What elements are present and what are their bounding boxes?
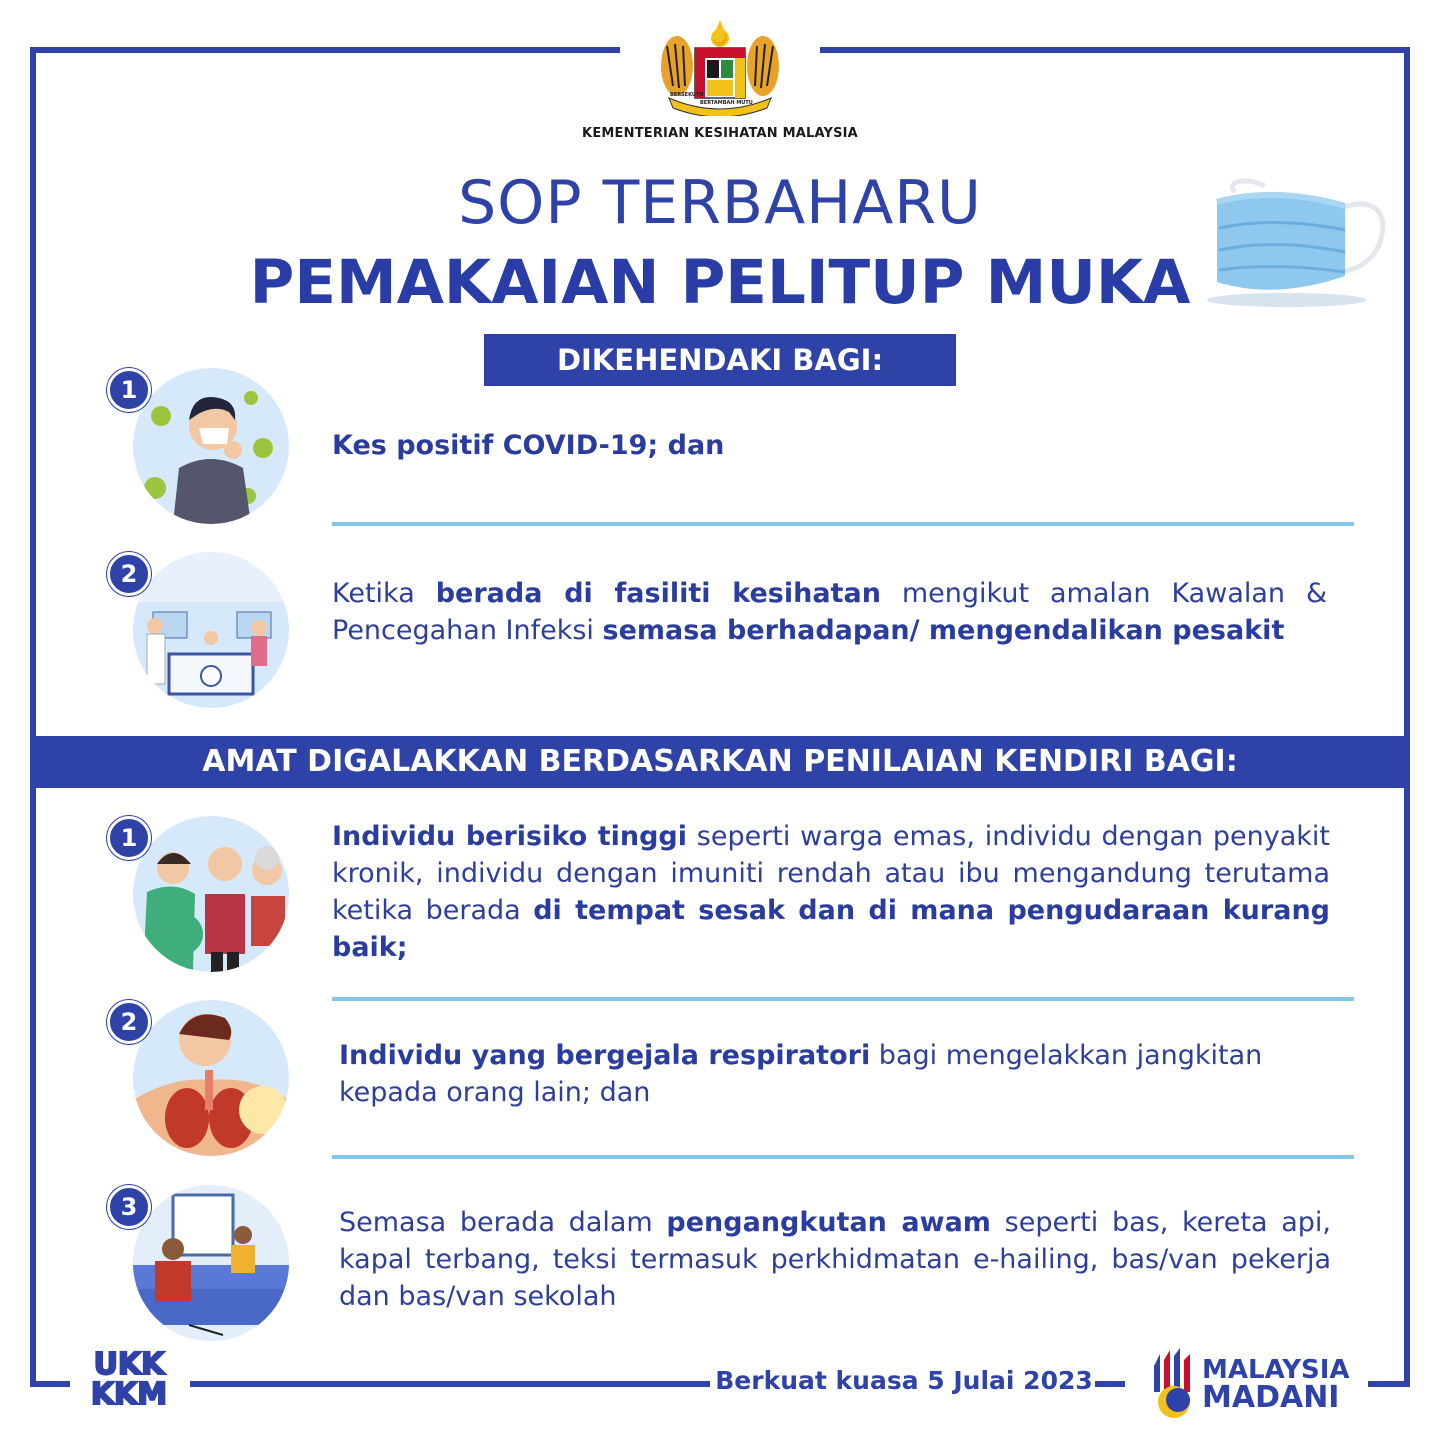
frame-top-right: [820, 47, 1410, 53]
text-bold: semasa berhadapan/ mengendalikan pesakit: [602, 615, 1285, 646]
divider: [332, 1155, 1354, 1159]
text-regular: bagi mengelakkan jangkitan kepada orang lain; dan: [339, 1040, 1263, 1108]
ukk-logo-line2: KKM: [90, 1377, 168, 1412]
item-number-badge: 3: [107, 1185, 151, 1229]
ministry-name: KEMENTERIAN KESIHATAN MALAYSIA: [582, 126, 858, 141]
crest-motto-right: BERTAMBAH MUTU: [700, 100, 753, 106]
item-number-badge: 2: [107, 552, 151, 596]
illustration-transport: [133, 1185, 289, 1341]
section1-item1-text: [332, 427, 1327, 464]
frame-bottom-left: [30, 1381, 70, 1387]
health-facility-icon: [133, 552, 289, 708]
effective-date: Berkuat kuasa 5 Julai 2023: [715, 1366, 1093, 1395]
coughing-man-icon: [133, 368, 289, 524]
divider: [332, 997, 1354, 1001]
frame-bottom-right: [1368, 1381, 1410, 1387]
section2-item2-text: [339, 1037, 1337, 1111]
section2-item3-text: [339, 1204, 1331, 1315]
text-bold: Individu berisiko tinggi: [332, 821, 688, 852]
text-bold: berada di fasiliti kesihatan: [435, 578, 881, 609]
title-line1: SOP TERBAHARU: [458, 168, 982, 238]
frame-left: [30, 47, 36, 1387]
frame-right: [1404, 47, 1410, 1387]
crest-motto-left: BERSEKUTU: [670, 92, 704, 98]
frame-bottom-mid2: [1095, 1381, 1125, 1387]
illustration-facility: [133, 552, 289, 708]
text-regular: mengikut amalan Kawalan & Pencegahan Infeksi: [332, 578, 1328, 646]
madani-line1: MALAYSIA: [1202, 1355, 1350, 1385]
item-number-badge: 2: [107, 1000, 151, 1044]
text-bold: pengangkutan awam: [666, 1207, 991, 1238]
ukk-kkm-logo: [86, 1347, 172, 1412]
item-number-badge: 1: [107, 816, 151, 860]
illustration-respiratory: [133, 1000, 289, 1156]
section2-heading: AMAT DIGALAKKAN BERDASARKAN PENILAIAN KENDIRI BAGI:: [36, 736, 1404, 788]
text-bold: Kes positif COVID-19; dan: [332, 430, 725, 461]
ukk-logo-line1: UKK: [93, 1347, 165, 1382]
title-line2: PEMAKAIAN PELITUP MUKA: [249, 247, 1191, 318]
public-transport-icon: [133, 1185, 289, 1341]
text-regular: Ketika: [332, 578, 436, 609]
frame-top-left: [30, 47, 620, 53]
divider: [332, 522, 1354, 526]
section1-item2-text: [332, 575, 1327, 649]
malaysia-madani-logo: [1150, 1346, 1350, 1422]
face-mask: [1205, 172, 1390, 312]
section1-heading: DIKEHENDAKI BAGI:: [484, 334, 956, 386]
madani-line2: MADANI: [1202, 1380, 1340, 1415]
text-regular: seperti bas, kereta api, kapal terbang, teksi termasuk perkhidmatan e-hailing, bas/van pekerja dan bas/van sekolah: [339, 1207, 1331, 1312]
illustration-coughing: [133, 368, 289, 524]
text-regular: Semasa berada dalam: [339, 1207, 667, 1238]
item-number-badge: 1: [107, 368, 151, 412]
section2-item1-text: [332, 818, 1330, 966]
illustration-high-risk: [133, 816, 289, 972]
text-regular: seperti warga emas, individu dengan penyakit kronik, individu dengan imuniti rendah atau ibu mengandung terutama ketika berada: [332, 821, 1330, 926]
madani-emblem-icon: [1150, 1346, 1200, 1422]
frame-bottom-mid: [190, 1381, 710, 1387]
text-bold: Individu yang bergejala respiratori: [339, 1040, 871, 1071]
respiratory-symptoms-icon: [133, 1000, 289, 1156]
face-mask-icon: [1205, 172, 1390, 312]
high-risk-individuals-icon: [133, 816, 289, 972]
text-bold: di tempat sesak dan di mana pengudaraan kurang baik;: [332, 895, 1330, 963]
